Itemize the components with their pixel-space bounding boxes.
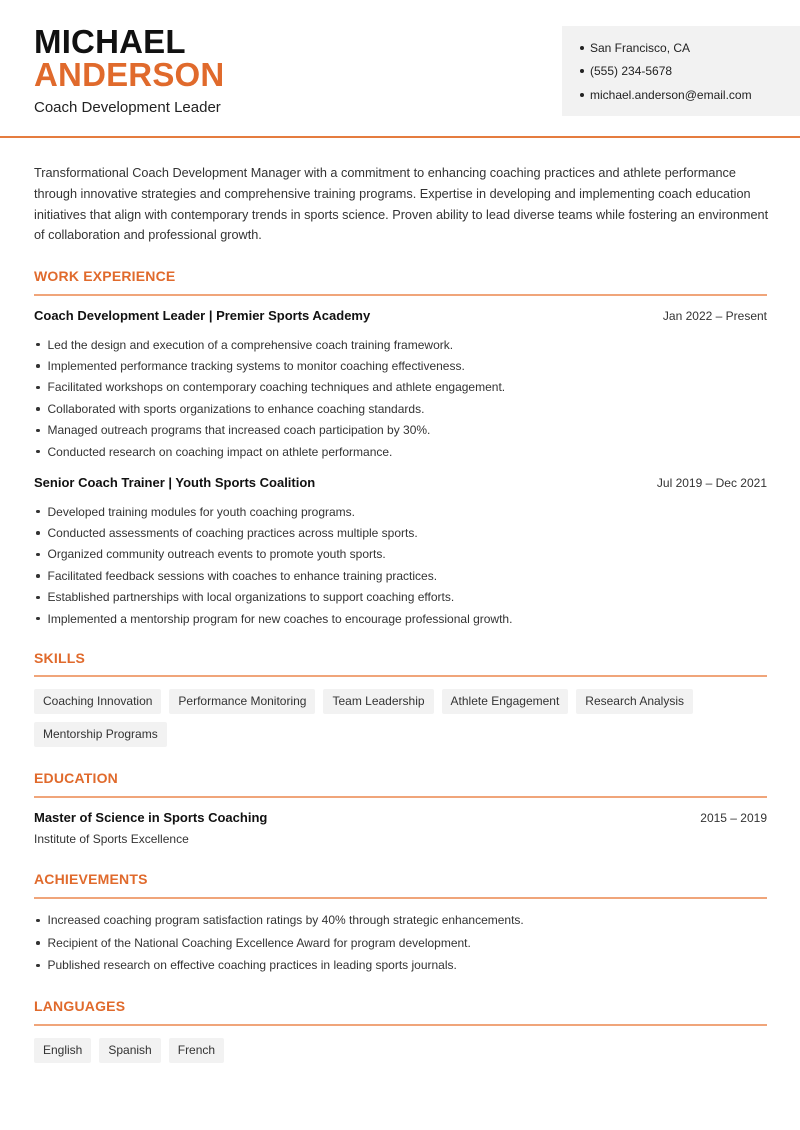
section-divider [34,1024,767,1026]
role-title: Coach Development Leader | Premier Sports Academy [34,308,371,323]
bullet-icon [580,93,584,97]
degree-title: Master of Science in Sports Coaching [34,810,268,825]
bullet-icon [36,429,40,433]
section-title-work: WORK EXPERIENCE [34,268,176,284]
language-chip: French [169,1038,224,1063]
bullet-icon [36,919,40,923]
education-dates: 2015 – 2019 [700,811,767,825]
email-text: michael.anderson@email.com [590,87,752,102]
section-divider [34,294,767,296]
bullet-icon [36,596,40,600]
education-entry [34,810,767,846]
language-chip: English [34,1038,91,1063]
skill-chip: Performance Monitoring [169,689,315,714]
bullet-icon [36,531,40,535]
list-item: Published research on effective coaching practices in leading sports journals. [34,954,767,977]
school-name: Institute of Sports Excellence [34,832,189,846]
list-item: Increased coaching program satisfaction ratings by 40% through strategic enhancements. [34,909,767,932]
bullet-icon [36,364,40,368]
list-item: Developed training modules for youth coaching programs. [34,501,767,522]
list-item: Led the design and execution of a comprehensive coach training framework. [34,334,767,355]
list-item: Facilitated feedback sessions with coaches to enhance training practices. [34,565,767,586]
bullet-icon [36,941,40,945]
list-item: Established partnerships with local organizations to support coaching efforts. [34,587,767,608]
role-bullets [34,501,767,629]
work-entry [34,475,767,629]
skill-chip: Mentorship Programs [34,722,167,747]
bullet-icon [36,964,40,968]
section-divider [34,897,767,899]
role-title: Senior Coach Trainer | Youth Sports Coalition [34,475,316,490]
list-item: Implemented a mentorship program for new coaches to encourage professional growth. [34,608,767,629]
bullet-icon [580,69,584,73]
role-dates: Jul 2019 – Dec 2021 [656,476,767,490]
section-title-languages: LANGUAGES [34,998,126,1014]
section-divider [34,796,767,798]
bullet-icon [36,343,40,347]
list-item: Managed outreach programs that increased coach participation by 30%. [34,420,767,441]
contact-phone [580,60,800,84]
section-divider [34,675,767,677]
summary-paragraph: Transformational Coach Development Manager with a commitment to enhancing coaching practices and athlete performance through innovative strategies and comprehensive training programs. Expertise in developing and implementing coach education initiatives that align with contemporary trends in sports science. Proven ability to lead diverse teams while fostering an environment of collaboration and professional growth. [34,166,769,243]
contact-email [580,83,800,107]
skill-chip: Athlete Engagement [442,689,569,714]
location-text: San Francisco, CA [590,40,691,55]
contact-box [562,26,800,116]
language-chip: Spanish [99,1038,160,1063]
bullet-icon [36,510,40,514]
role-dates: Jan 2022 – Present [662,309,767,323]
bullet-icon [36,574,40,578]
work-entry [34,308,767,462]
section-title-skills: SKILLS [34,650,85,666]
section-title-achievements: ACHIEVEMENTS [34,871,148,887]
skill-chip: Coaching Innovation [34,689,161,714]
last-name: ANDERSON [34,56,225,93]
skill-chip: Team Leadership [323,689,433,714]
bullet-icon [36,386,40,390]
list-item: Recipient of the National Coaching Excellence Award for program development. [34,932,767,955]
bullet-icon [36,553,40,557]
bullet-icon [36,450,40,454]
list-item: Implemented performance tracking systems to monitor coaching effectiveness. [34,355,767,376]
bullet-icon [36,407,40,411]
list-item: Collaborated with sports organizations to enhance coaching standards. [34,398,767,419]
job-title: Coach Development Leader [34,99,221,116]
skill-chip: Research Analysis [576,689,693,714]
first-name: MICHAEL [34,23,186,60]
achievements-list [34,909,767,977]
phone-text: (555) 234-5678 [590,64,673,79]
list-item: Conducted research on coaching impact on athlete performance. [34,441,767,462]
languages-list [34,1038,767,1063]
bullet-icon [580,46,584,50]
bullet-icon [36,617,40,621]
list-item: Conducted assessments of coaching practices across multiple sports. [34,522,767,543]
skills-list [34,689,767,747]
role-bullets [34,334,767,462]
list-item: Organized community outreach events to promote youth sports. [34,544,767,565]
section-title-education: EDUCATION [34,770,118,786]
resume-header [0,0,800,138]
contact-location [580,36,800,60]
list-item: Facilitated workshops on contemporary coaching techniques and athlete engagement. [34,377,767,398]
